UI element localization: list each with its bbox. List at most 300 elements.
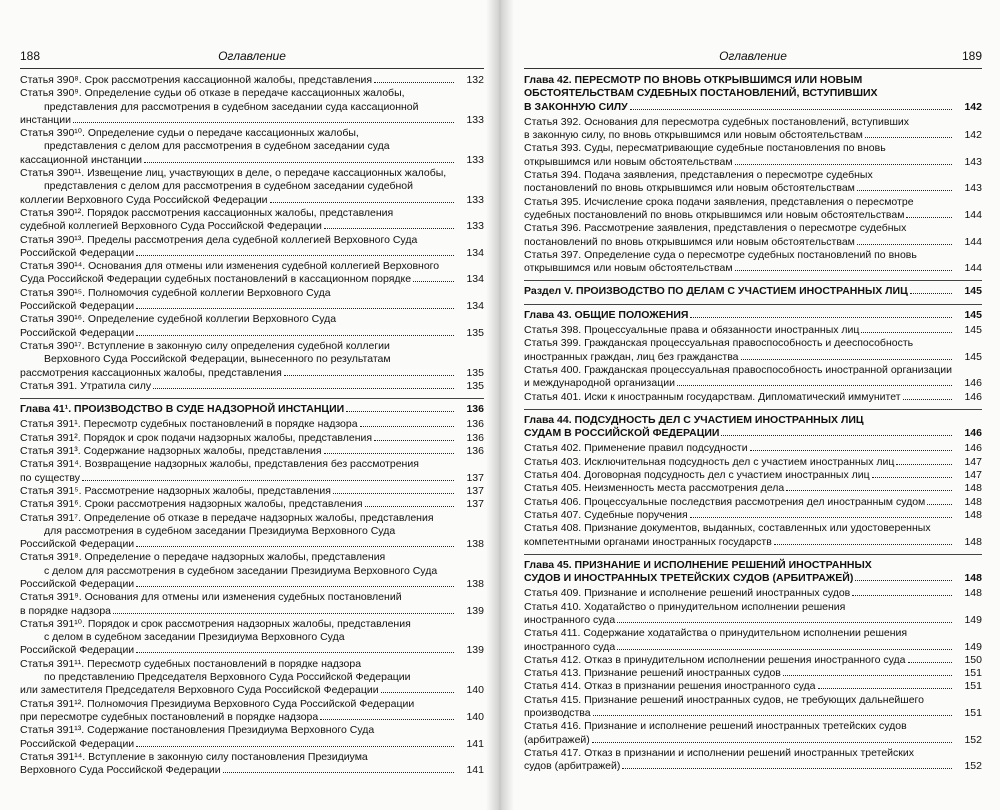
- toc-page-number: 147: [964, 469, 982, 482]
- toc-entry: [20, 167, 484, 207]
- toc-entry-line: [20, 764, 456, 777]
- toc-entry-line: [20, 644, 456, 657]
- toc-entry: [524, 720, 982, 747]
- toc-entry: [524, 442, 982, 455]
- toc-entry-text: Глава 41¹. ПРОИЗВОДСТВО В СУДЕ НАДЗОРНОЙ ИНСТАНЦИИ: [20, 403, 345, 416]
- toc-entry-line: [524, 456, 954, 469]
- toc-entry-line: [524, 680, 954, 693]
- dot-leader: [144, 162, 454, 163]
- toc-entry-line: [20, 698, 456, 711]
- toc-page-number: 135: [466, 379, 484, 392]
- toc-entry-line: [524, 182, 954, 195]
- dot-leader: [857, 244, 952, 245]
- toc-entry-text: Статья 392. Основания для пересмотра судебных постановлений, вступивших: [524, 115, 909, 128]
- toc-entry-line: [20, 605, 456, 618]
- toc-entry-text: Статья 395. Исчисление срока подачи заявления, представления о пересмотре: [524, 195, 914, 208]
- toc-entry-line: [20, 565, 456, 578]
- toc-entry: [20, 551, 484, 591]
- toc-entry-text: Статья 391². Порядок и срок подачи надзорных жалобы, представления: [20, 431, 373, 444]
- toc-entry-line: [20, 180, 456, 193]
- toc-page-number: 139: [466, 644, 484, 657]
- toc-entry-text: Статья 391¹³. Содержание постановления Президиума Верховного Суда: [20, 724, 375, 737]
- dot-leader: [617, 649, 952, 650]
- toc-entry-text: представления с делом для рассмотрения в судебном заседании суда: [44, 140, 390, 153]
- dot-leader: [333, 493, 454, 494]
- toc-entry-text: Статья 410. Ходатайство о принудительном исполнении решения: [524, 600, 846, 613]
- toc-entry-line: [20, 711, 456, 724]
- toc-entry-line: [20, 74, 456, 87]
- right-page-header: [524, 38, 982, 69]
- toc-entry-line: [524, 142, 954, 155]
- toc-entry-line: [524, 469, 954, 482]
- toc-entry-line: [20, 101, 456, 114]
- dot-leader: [855, 580, 952, 581]
- toc-entry: [20, 485, 484, 498]
- toc-entry: [20, 591, 484, 618]
- toc-entry-line: [524, 169, 954, 182]
- toc-entry-line: [524, 694, 954, 707]
- toc-page-number: 149: [964, 640, 982, 653]
- toc-entry-text: (арбитражей): [524, 733, 590, 746]
- toc-page-number: 151: [964, 680, 982, 693]
- toc-entry-text: Статья 391¹¹. Пересмотр судебных постановлений в порядке надзора: [20, 657, 362, 670]
- toc-entry-line: [20, 578, 456, 591]
- toc-page-number: 142: [964, 129, 982, 142]
- toc-entry-text: Статья 411. Содержание ходатайства о принудительном исполнении решения: [524, 627, 908, 640]
- toc-entry-line: [524, 236, 954, 249]
- toc-entry-text: Статья 391⁹. Основания для отмены или изменения судебных постановлений: [20, 591, 402, 604]
- toc-entry-text: Российской Федерации: [20, 737, 135, 750]
- toc-entry-text: Статья 404. Договорная подсудность дел с участием иностранных лиц: [524, 469, 870, 482]
- toc-entry-text: Статья 416. Признание и исполнение решений иностранных третейских судов: [524, 720, 907, 733]
- dot-leader: [324, 228, 454, 229]
- toc-entry: [524, 654, 982, 667]
- toc-entry-text: компетентными органами иностранных государств: [524, 535, 772, 548]
- toc-entry-text: Статья 390¹³. Пределы рассмотрения дела судебной коллегией Верховного Суда: [20, 233, 418, 246]
- toc-entry-line: [524, 337, 954, 350]
- toc-page-number: 134: [466, 273, 484, 286]
- dot-leader: [346, 411, 454, 412]
- toc-entry: [20, 658, 484, 698]
- toc-chapter-heading: [524, 409, 982, 441]
- toc-entry-line: [20, 658, 456, 671]
- toc-page-number: 151: [964, 667, 982, 680]
- toc-entry-line: [20, 751, 456, 764]
- toc-page-number: 137: [466, 471, 484, 484]
- toc-entry-line: [524, 324, 954, 337]
- dot-leader: [622, 768, 952, 769]
- toc-chapter-heading: [524, 280, 982, 298]
- toc-entry: [524, 509, 982, 522]
- toc-page-number: 139: [466, 604, 484, 617]
- toc-entry-text: Верховного Суда Российской Федерации, вынесенного по результатам: [44, 353, 391, 366]
- toc-entry: [524, 337, 982, 364]
- toc-entry: [524, 482, 982, 495]
- toc-entry-line: [20, 538, 456, 551]
- toc-entry-line: [20, 618, 456, 631]
- toc-entry-line: [524, 391, 954, 404]
- toc-entry-text: Статья 409. Признание и исполнение решений иностранных судов: [524, 587, 851, 600]
- toc-entry-text: Статья 391¹⁰. Порядок и срок рассмотрения надзорных жалобы, представления: [20, 617, 411, 630]
- toc-entry: [524, 496, 982, 509]
- toc-entry-text: Верховного Суда Российской Федерации: [20, 764, 221, 777]
- toc-entry-text: ОБСТОЯТЕЛЬСТВАМ СУДЕБНЫХ ПОСТАНОВЛЕНИЙ, ВСТУПИВШИХ: [524, 87, 878, 100]
- toc-entry-text: Статья 390¹¹. Извещение лиц, участвующих в деле, о передаче кассационных жалобы,: [20, 167, 447, 180]
- toc-entry-text: Статья 400. Гражданская процессуальная правоспособность иностранной организации: [524, 363, 952, 376]
- toc-entry-text: рассмотрения кассационных жалобы, представления: [20, 366, 282, 379]
- dot-leader: [136, 586, 454, 587]
- toc-entry: [20, 498, 484, 511]
- toc-entry: [524, 469, 982, 482]
- toc-entry-line: [524, 377, 954, 390]
- toc-entry-text: Российской Федерации: [20, 538, 135, 551]
- toc-entry: [524, 169, 982, 196]
- toc-entry-line: [524, 309, 954, 322]
- toc-entry: [20, 751, 484, 778]
- toc-entry: [20, 380, 484, 393]
- toc-page-number: 141: [466, 737, 484, 750]
- toc-page-number: 140: [466, 684, 484, 697]
- toc-entry-text: Статья 391¹. Пересмотр судебных постановлений в порядке надзора: [20, 418, 358, 431]
- toc-entry-text: Статья 399. Гражданская процессуальная правоспособность и дееспособность: [524, 337, 914, 350]
- toc-page-number: 147: [964, 455, 982, 468]
- toc-entry: [20, 234, 484, 261]
- toc-page-number: 144: [964, 208, 982, 221]
- dot-leader: [818, 688, 952, 689]
- left-page-number: 188: [20, 49, 41, 63]
- toc-entry-line: [524, 614, 954, 627]
- toc-entry-line: [524, 627, 954, 640]
- toc-entry-line: [20, 247, 456, 260]
- toc-page-number: 142: [964, 100, 982, 113]
- toc-entry-line: [20, 234, 456, 247]
- toc-page-number: 138: [466, 577, 484, 590]
- toc-entry-line: [20, 340, 456, 353]
- toc-page-number: 145: [964, 350, 982, 363]
- toc-entry: [20, 698, 484, 725]
- toc-entry-text: СУДАМ В РОССИЙСКОЙ ФЕДЕРАЦИИ: [524, 427, 720, 440]
- toc-entry-text: судебной коллегией Верховного Суда Российской Федерации: [20, 220, 322, 233]
- toc-entry: [20, 127, 484, 167]
- toc-chapter-heading: [524, 304, 982, 322]
- toc-entry-text: Статья 413. Признание решений иностранных судов: [524, 667, 781, 680]
- toc-page-number: 144: [964, 235, 982, 248]
- toc-entry-text: Статья 407. Судебные поручения: [524, 508, 688, 521]
- toc-entry: [20, 512, 484, 552]
- toc-entry: [524, 694, 982, 721]
- toc-page-number: 144: [964, 262, 982, 275]
- left-toc-list: [20, 74, 484, 777]
- toc-entry-line: [524, 262, 954, 275]
- toc-entry-line: [20, 194, 456, 207]
- toc-entry-line: [524, 414, 954, 427]
- toc-page-number: 136: [466, 431, 484, 444]
- toc-entry-line: [20, 738, 456, 751]
- toc-entry-text: по существу: [20, 471, 80, 484]
- toc-entry-line: [20, 512, 456, 525]
- toc-entry-line: [524, 222, 954, 235]
- toc-entry: [524, 522, 982, 549]
- toc-entry-text: Статья 401. Иски к иностранным государствам. Дипломатический иммунитет: [524, 390, 901, 403]
- toc-page-number: 137: [466, 484, 484, 497]
- toc-page-number: 136: [466, 418, 484, 431]
- toc-entry: [524, 249, 982, 276]
- toc-entry-text: Статья 402. Применение правил подсудности: [524, 442, 748, 455]
- toc-entry: [20, 207, 484, 234]
- toc-entry-line: [20, 432, 456, 445]
- toc-entry-line: [524, 156, 954, 169]
- dot-leader: [593, 715, 952, 716]
- toc-entry-text: Статья 398. Процессуальные права и обязанности иностранных лиц: [524, 324, 860, 337]
- dot-leader: [690, 517, 952, 518]
- dot-leader: [735, 164, 952, 165]
- toc-page-number: 148: [964, 587, 982, 600]
- toc-entry-text: Статья 390¹⁶. Определение судебной коллегии Верховного Суда: [20, 313, 337, 326]
- toc-entry: [524, 116, 982, 143]
- toc-entry-text: Статья 390¹². Порядок рассмотрения кассационных жалобы, представления: [20, 206, 394, 219]
- toc-entry-text: представления с делом для рассмотрения в судебном заседании судебной: [44, 180, 413, 193]
- toc-entry-text: Статья 390¹⁰. Определение судьи о передаче кассационных жалобы,: [20, 127, 359, 140]
- dot-leader: [903, 399, 952, 400]
- toc-entry-text: Статья 391⁴. Возвращение надзорных жалобы, представления без рассмотрения: [20, 458, 419, 471]
- toc-entry-text: при пересмотре судебных постановлений в порядке надзора: [20, 710, 319, 723]
- toc-entry-line: [524, 587, 954, 600]
- dot-leader: [774, 544, 952, 545]
- toc-entry-line: [20, 671, 456, 684]
- toc-entry-line: [524, 747, 954, 760]
- dot-leader: [786, 490, 952, 491]
- toc-entry-text: постановлений по вновь открывшимся или новым обстоятельствам: [524, 182, 855, 195]
- right-toc-list: [524, 74, 982, 774]
- toc-page-number: 138: [466, 538, 484, 551]
- dot-leader: [721, 435, 952, 436]
- dot-leader: [896, 464, 952, 465]
- toc-chapter-heading: [524, 74, 982, 114]
- dot-leader: [381, 692, 454, 693]
- toc-entry-text: с делом в судебном заседании Президиума Верховного Суда: [44, 631, 345, 644]
- toc-entry: [20, 432, 484, 445]
- toc-entry-line: [524, 482, 954, 495]
- toc-page-number: 151: [964, 707, 982, 720]
- toc-entry-text: иностранного суда: [524, 640, 616, 653]
- toc-entry-text: Статья 412. Отказ в принудительном исполнении решения иностранного суда: [524, 653, 906, 666]
- toc-page-number: 146: [964, 427, 982, 440]
- toc-entry-line: [20, 273, 456, 286]
- toc-entry-line: [524, 734, 954, 747]
- dot-leader: [374, 440, 454, 441]
- toc-entry: [524, 747, 982, 774]
- toc-entry-line: [20, 485, 456, 498]
- dot-leader: [927, 504, 952, 505]
- toc-entry-line: [20, 87, 456, 100]
- toc-entry-line: [20, 380, 456, 393]
- toc-entry-line: [524, 74, 954, 87]
- dot-leader: [690, 317, 952, 318]
- toc-entry-text: Статья 417. Отказ в признании и исполнении решений иностранных третейских: [524, 746, 914, 759]
- dot-leader: [617, 622, 952, 623]
- toc-entry: [20, 260, 484, 287]
- toc-entry-line: [20, 525, 456, 538]
- toc-entry-text: Статья 391⁷. Определение об отказе в передаче надзорных жалобы, представления: [20, 511, 434, 524]
- dot-leader: [153, 388, 454, 389]
- toc-entry-line: [20, 551, 456, 564]
- toc-entry-text: Статья 391⁶. Сроки рассмотрения надзорных жалобы, представления: [20, 498, 363, 511]
- toc-entry-text: открывшимся или новым обстоятельствам: [524, 262, 733, 275]
- toc-entry-line: [524, 101, 954, 114]
- toc-entry: [524, 196, 982, 223]
- toc-page-number: 143: [964, 155, 982, 168]
- toc-entry-text: судов (арбитражей): [524, 760, 621, 773]
- toc-page-number: 148: [964, 508, 982, 521]
- toc-page-number: 134: [466, 246, 484, 259]
- toc-entry-line: [524, 442, 954, 455]
- dot-leader: [592, 742, 952, 743]
- toc-entry-line: [524, 559, 954, 572]
- toc-entry-line: [524, 196, 954, 209]
- toc-entry-text: Статья 390¹⁴. Основания для отмены или изменения судебной коллегией Верховного: [20, 260, 440, 273]
- dot-leader: [741, 359, 952, 360]
- toc-entry: [20, 418, 484, 431]
- dot-leader: [136, 746, 454, 747]
- toc-entry-line: [20, 403, 456, 416]
- toc-entry-text: Статья 390⁹. Определение судьи об отказе в передаче кассационных жалобы,: [20, 87, 405, 100]
- toc-entry-line: [20, 167, 456, 180]
- toc-page-number: 137: [466, 498, 484, 511]
- toc-page-number: 135: [466, 326, 484, 339]
- toc-entry-line: [524, 87, 954, 100]
- toc-page-number: 140: [466, 710, 484, 723]
- toc-entry-text: Глава 43. ОБЩИЕ ПОЛОЖЕНИЯ: [524, 308, 689, 321]
- toc-entry-text: СУДОВ И ИНОСТРАННЫХ ТРЕТЕЙСКИХ СУДОВ (АРБИТРАЖЕЙ): [524, 572, 854, 585]
- toc-entry-line: [20, 367, 456, 380]
- toc-entry-text: Статья 391¹². Полномочия Президиума Верховного Суда Российской Федерации: [20, 697, 415, 710]
- toc-page-number: 150: [964, 653, 982, 666]
- toc-page-number: 145: [964, 285, 982, 298]
- toc-entry-text: Статья 390¹⁵. Полномочия судебной коллегии Верховного Суда: [20, 286, 331, 299]
- toc-entry: [20, 340, 484, 380]
- toc-entry-text: производства: [524, 707, 591, 720]
- left-page: [0, 0, 498, 810]
- toc-entry-line: [524, 249, 954, 262]
- dot-leader: [413, 281, 454, 282]
- toc-entry-line: [20, 498, 456, 511]
- toc-entry-line: [20, 207, 456, 220]
- toc-entry: [524, 364, 982, 391]
- dot-leader: [783, 675, 952, 676]
- toc-entry: [20, 313, 484, 340]
- toc-entry-text: Статья 405. Неизменность места рассмотрения дела: [524, 482, 785, 495]
- toc-entry: [524, 142, 982, 169]
- toc-page-number: 152: [964, 760, 982, 773]
- toc-entry-text: Российской Федерации: [20, 246, 135, 259]
- toc-page-number: 145: [964, 324, 982, 337]
- toc-entry-line: [20, 631, 456, 644]
- dot-leader: [910, 293, 952, 294]
- toc-entry-text: Глава 44. ПОДСУДНОСТЬ ДЕЛ С УЧАСТИЕМ ИНОСТРАННЫХ ЛИЦ: [524, 413, 864, 426]
- toc-entry: [20, 724, 484, 751]
- dot-leader: [136, 308, 454, 309]
- toc-entry: [20, 618, 484, 658]
- toc-page-number: 136: [466, 403, 484, 416]
- toc-entry-text: представления для рассмотрения в судебном заседании суда кассационной: [44, 100, 419, 113]
- left-running-title: Оглавление: [218, 49, 286, 63]
- right-page-number: 189: [961, 49, 982, 63]
- toc-entry-text: Статья 391⁸. Определение о передаче надзорных жалобы, представления: [20, 551, 386, 564]
- toc-entry-text: Статья 403. Исключительная подсудность дел с участием иностранных лиц: [524, 455, 895, 468]
- toc-entry-text: для рассмотрения в судебном заседании Президиума Верховного Суда: [44, 524, 396, 537]
- toc-entry-line: [20, 724, 456, 737]
- toc-chapter-heading: [524, 554, 982, 586]
- toc-entry-line: [20, 260, 456, 273]
- toc-entry: [524, 627, 982, 654]
- toc-entry: [524, 222, 982, 249]
- toc-page-number: 133: [466, 193, 484, 206]
- toc-entry-line: [20, 353, 456, 366]
- dot-leader: [750, 450, 952, 451]
- toc-entry-line: [524, 572, 954, 585]
- toc-entry-line: [20, 591, 456, 604]
- toc-entry-line: [524, 364, 954, 377]
- toc-page-number: 143: [964, 182, 982, 195]
- toc-entry-line: [20, 472, 456, 485]
- toc-entry-text: Российской Федерации: [20, 644, 135, 657]
- toc-entry-line: [524, 509, 954, 522]
- toc-entry: [20, 458, 484, 485]
- toc-entry-text: Суда Российской Федерации судебных постановлений в кассационном порядке: [20, 273, 412, 286]
- dot-leader: [857, 190, 952, 191]
- toc-entry-text: Глава 45. ПРИЗНАНИЕ И ИСПОЛНЕНИЕ РЕШЕНИЙ ИНОСТРАННЫХ: [524, 558, 872, 571]
- toc-entry-line: [524, 116, 954, 129]
- toc-entry-text: коллегии Верховного Суда Российской Федерации: [20, 193, 268, 206]
- toc-page-number: 152: [964, 733, 982, 746]
- toc-entry-text: Статья 397. Определение суда о пересмотре судебных постановлений по вновь: [524, 248, 917, 261]
- toc-entry-text: с делом для рассмотрения в судебном заседании Президиума Верховного Суда: [44, 564, 438, 577]
- dot-leader: [630, 109, 952, 110]
- toc-page-number: 148: [964, 572, 982, 585]
- toc-entry-line: [524, 641, 954, 654]
- toc-entry: [524, 456, 982, 469]
- toc-entry-line: [20, 327, 456, 340]
- dot-leader: [365, 506, 454, 507]
- dot-leader: [735, 270, 952, 271]
- toc-entry-text: Статья 414. Отказ в признании решения иностранного суда: [524, 680, 816, 693]
- toc-entry-text: Статья 394. Подача заявления, представления о пересмотре судебных: [524, 169, 873, 182]
- dot-leader: [852, 595, 952, 596]
- toc-entry-line: [20, 313, 456, 326]
- toc-entry-text: Статья 391⁵. Рассмотрение надзорных жалобы, представления: [20, 484, 331, 497]
- toc-entry-line: [524, 601, 954, 614]
- dot-leader: [73, 122, 454, 123]
- toc-entry-text: Статья 391. Утратила силу: [20, 379, 152, 392]
- toc-entry-line: [20, 418, 456, 431]
- dot-leader: [136, 652, 454, 653]
- dot-leader: [908, 662, 953, 663]
- toc-entry-text: Статья 391¹⁴. Вступление в законную силу постановления Президиума: [20, 750, 368, 763]
- toc-entry: [20, 87, 484, 127]
- toc-entry: [20, 287, 484, 314]
- dot-leader: [872, 477, 952, 478]
- toc-entry-line: [20, 154, 456, 167]
- toc-page-number: 132: [466, 74, 484, 86]
- dot-leader: [113, 613, 454, 614]
- toc-entry-text: или заместителя Председателя Верховного Суда Российской Федерации: [20, 684, 379, 697]
- toc-page-number: 133: [466, 220, 484, 233]
- toc-entry-text: в порядке надзора: [20, 604, 112, 617]
- toc-entry-text: Российской Федерации: [20, 326, 135, 339]
- toc-entry-text: открывшимся или новым обстоятельствам: [524, 155, 733, 168]
- toc-entry-line: [20, 287, 456, 300]
- toc-page-number: 136: [466, 445, 484, 458]
